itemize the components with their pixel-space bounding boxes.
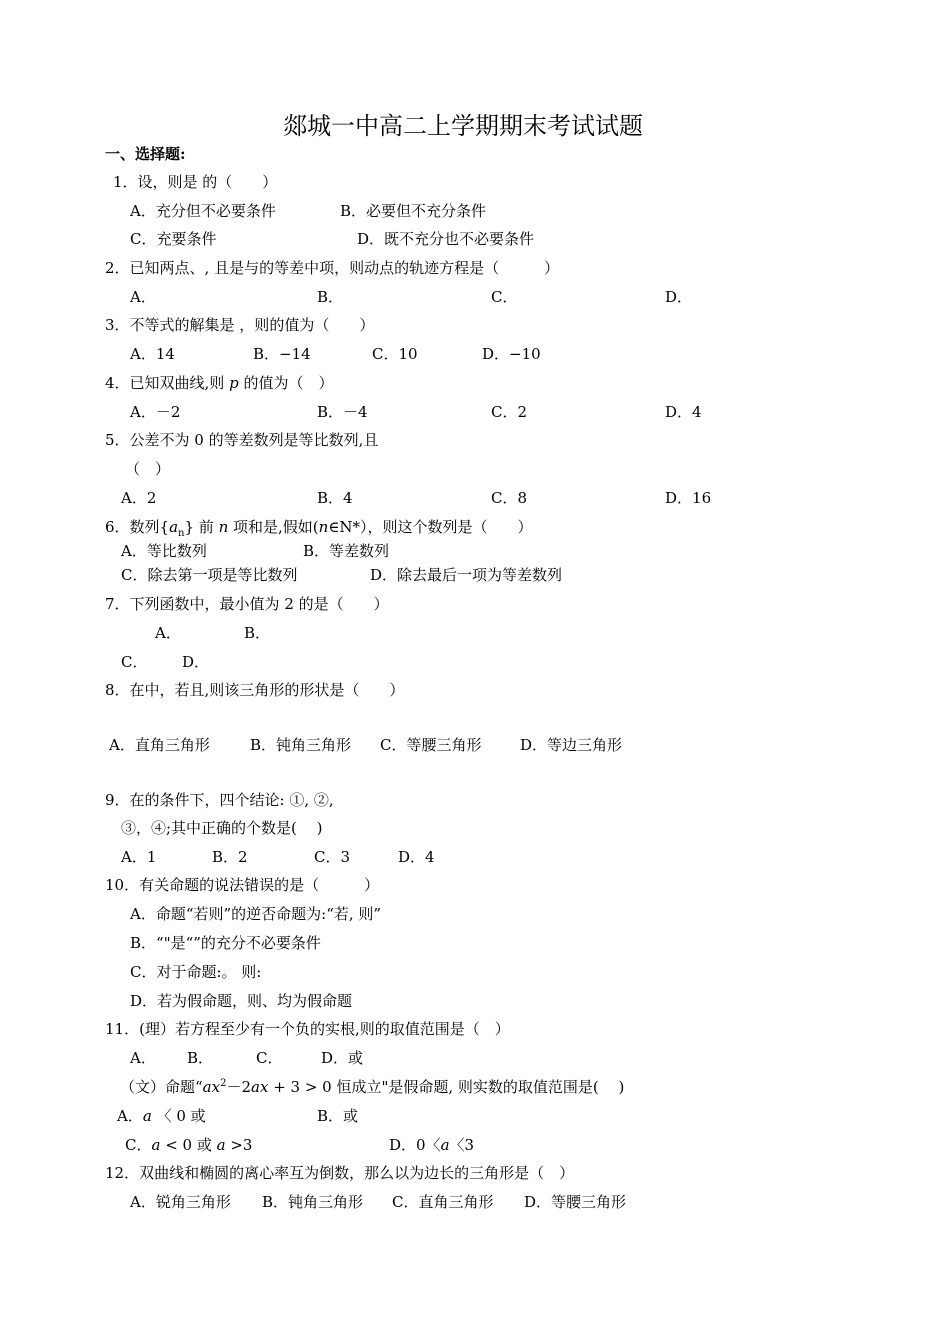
q9-option-a: A．1 (121, 848, 157, 866)
q3-option-b: B．−14 (253, 345, 311, 363)
q11-wen-var-ax: ax (251, 1078, 269, 1096)
q10-stem: 10．有关命题的说法错误的是（ ） (105, 876, 380, 894)
q11-wen-d-var: a (440, 1136, 450, 1154)
q6-s2: } 前 (184, 518, 219, 536)
q11-wen-c-mid: < 0 或 (160, 1136, 217, 1154)
q11-wen-d-pre: D．0〈 (389, 1136, 441, 1154)
q11-wen-pre: （文）命题“ (120, 1078, 203, 1096)
q2-option-c: C． (491, 288, 518, 306)
q11-wen-c-var2: a (216, 1136, 226, 1154)
q4-stem-pre: 4．已知双曲线,则 (105, 374, 230, 392)
q6-option-b: B．等差数列 (303, 542, 390, 560)
q2-option-d: D． (665, 288, 693, 306)
q5-option-b: B．4 (317, 489, 353, 507)
q5-option-d: D．16 (665, 489, 712, 507)
q5-answer-paren: （ ） (125, 460, 171, 478)
q11-option-d: D．或 (321, 1049, 364, 1067)
q4-stem-post: 的值为（ ） (238, 374, 334, 392)
q11-option-a: A． (130, 1049, 156, 1067)
q3-option-a: A．14 (130, 345, 175, 363)
q6-s1: 6．数列{ (105, 518, 170, 536)
q9-option-c: C．3 (314, 848, 351, 866)
q1-option-c: C．充要条件 (130, 230, 217, 248)
q9-option-d: D．4 (398, 848, 435, 866)
q5-option-c: C．8 (491, 489, 528, 507)
q6-option-c: C．除去第一项是等比数列 (121, 566, 298, 584)
q6-var-a: a (169, 518, 179, 536)
q11-wen-option-d (389, 1135, 474, 1155)
q6-stem (105, 517, 533, 537)
q9-option-b: B．2 (212, 848, 248, 866)
q6-option-d: D．除去最后一项为等差数列 (370, 566, 563, 584)
q8-option-c: C．等腰三角形 (380, 736, 482, 754)
q11-wen-stem (120, 1077, 624, 1097)
q10-option-c: C．对于命题:。 则: (130, 963, 262, 981)
q12-stem: 12．双曲线和椭圆的离心率互为倒数，那么以为边长的三角形是（ ） (105, 1164, 575, 1182)
q11-option-b: B． (187, 1049, 214, 1067)
q1-stem: 1．设，则是 的（ ） (113, 173, 278, 191)
q6-s3: 项和是,假如( (228, 518, 319, 536)
q11-wen-post: + 3 > 0 恒成立"是假命题, 则实数的取值范围是( ) (268, 1078, 625, 1096)
q11-wen-a-pre: A． (117, 1107, 143, 1125)
q7-stem: 7．下列函数中，最小值为 2 的是（ ） (105, 595, 389, 613)
q11-wen-a-post: 〈 0 或 (151, 1107, 206, 1125)
q8-option-b: B．钝角三角形 (250, 736, 352, 754)
q9-stem: 9．在的条件下，四个结论: ①, ②, (105, 791, 334, 809)
q11-wen-d-post: 〈3 (449, 1136, 475, 1154)
q3-option-d: D．−10 (482, 345, 541, 363)
q6-s4: ∈N*），则这个数列是（ ） (328, 518, 533, 536)
q2-option-b: B． (317, 288, 344, 306)
q8-option-a: A．直角三角形 (109, 736, 210, 754)
q6-var-n: n (218, 518, 229, 536)
q4-var-p: p (229, 374, 239, 392)
q12-option-b: B．钝角三角形 (262, 1193, 364, 1211)
section-heading: 一、选择题: (105, 145, 186, 163)
q10-option-d: D．若为假命题，则、均为假命题 (130, 992, 353, 1010)
q11-wen-c-post: >3 (225, 1136, 253, 1154)
q11-wen-a-var: a (142, 1107, 152, 1125)
q2-stem: 2．已知两点、, 且是与的等差中项，则动点的轨迹方程是（ ） (105, 259, 560, 277)
q8-option-d: D．等边三角形 (520, 736, 623, 754)
q12-option-a: A．锐角三角形 (130, 1193, 231, 1211)
q8-stem: 8．在中，若且,则该三角形的形状是（ ） (105, 681, 405, 699)
q6-var-n2: n (318, 518, 329, 536)
q6-option-a: A．等比数列 (121, 542, 207, 560)
q7-option-a: A． (155, 624, 181, 642)
q5-option-a: A．2 (121, 489, 157, 507)
q12-option-d: D．等腰三角形 (524, 1193, 627, 1211)
q1-option-d: D．既不充分也不必要条件 (357, 230, 535, 248)
q1-option-b: B．必要但不充分条件 (340, 202, 487, 220)
q9-stem-line2: ③，④;其中正确的个数是( ) (121, 819, 323, 837)
q2-option-a: A． (130, 288, 156, 306)
page-title: 郯城一中高二上学期期末考试试题 (283, 112, 643, 140)
q11-wen-c-pre: C． (125, 1136, 152, 1154)
q11-wen-c-var1: a (151, 1136, 161, 1154)
q5-stem: 5．公差不为 0 的等差数列是等比数列,且 (105, 431, 379, 449)
q6-sub-n: n (178, 528, 185, 539)
q10-option-a: A．命题“若则”的逆否命题为:“若, 则” (130, 905, 382, 923)
q11-stem: 11．(理）若方程至少有一个负的实根,则的取值范围是（ ） (105, 1020, 510, 1038)
q3-stem: 3．不等式的解集是 ，则的值为（ ） (105, 316, 375, 334)
q1-option-a: A．充分但不必要条件 (130, 202, 276, 220)
q4-option-d: D．4 (665, 403, 702, 421)
q7-option-c: C． (121, 653, 148, 671)
q4-option-a: A．－2 (130, 403, 181, 421)
q4-stem (105, 373, 333, 393)
q4-option-b: B．－4 (317, 403, 368, 421)
q11-wen-option-a (117, 1106, 206, 1126)
q11-wen-var-a: a (202, 1078, 212, 1096)
q7-option-b: B． (244, 624, 271, 642)
q11-wen-var-x: x (211, 1078, 221, 1096)
q11-wen-option-c (125, 1135, 252, 1155)
q7-option-d: D． (182, 653, 210, 671)
q10-option-b: B．“"是“”的充分不必要条件 (130, 934, 321, 952)
q12-option-c: C．直角三角形 (392, 1193, 494, 1211)
q11-option-c: C． (256, 1049, 283, 1067)
q11-wen-sup-2: 2 (220, 1078, 227, 1089)
q4-option-c: C．2 (491, 403, 528, 421)
q11-wen-option-b: B．或 (317, 1107, 359, 1125)
q3-option-c: C．10 (372, 345, 418, 363)
q11-wen-mid: －2 (226, 1078, 252, 1096)
